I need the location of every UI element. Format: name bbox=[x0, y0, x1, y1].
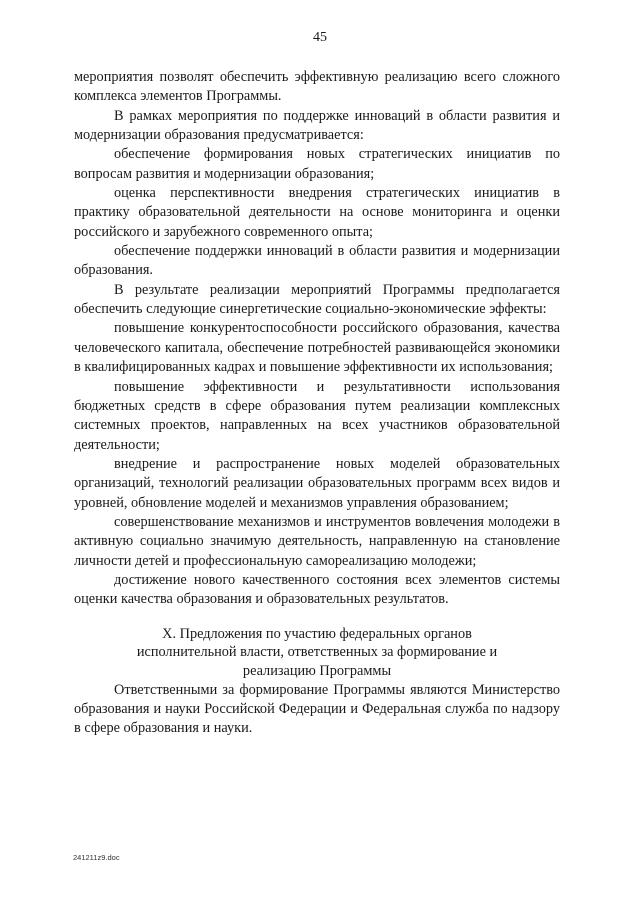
paragraph: совершенствование механизмов и инструментов вовлечения молодежи в активную социально значимую деятельность, направленную на становление личности детей и профессиональную самореализацию молодежи; bbox=[74, 513, 560, 569]
section-heading: X. Предложения по участию федеральных органов исполнительной власти, ответственных за формирование и реализацию Программы bbox=[136, 625, 498, 680]
document-body bbox=[74, 68, 560, 739]
paragraph: повышение конкурентоспособности российского образования, качества человеческого капитала, обеспечение потребностей развивающейся экономики в квалифицированных кадрах и повышение эффективности их использования; bbox=[74, 320, 560, 376]
paragraph: обеспечение поддержки инноваций в области развития и модернизации образования. bbox=[74, 243, 560, 279]
paragraph: достижение нового качественного состояния всех элементов системы оценки качества образования и образовательных результатов. bbox=[74, 571, 560, 608]
paragraph: В рамках мероприятия по поддержке инноваций в области развития и модернизации образования предусматривается: bbox=[74, 107, 560, 144]
paragraph: обеспечение формирования новых стратегических инициатив по вопросам развития и модернизации образования; bbox=[74, 146, 560, 182]
footer-filename: 241211z9.doc bbox=[73, 853, 120, 862]
paragraph: В результате реализации мероприятий Программы предполагается обеспечить следующие синергетические социально-экономические эффекты: bbox=[74, 281, 560, 318]
page-number: 45 bbox=[313, 30, 327, 45]
paragraph: повышение эффективности и результативности использования бюджетных средств в сфере образования путем реализации комплексных системных проектов, направленных на всех участников образовательной деятельности; bbox=[74, 378, 560, 453]
paragraph: оценка перспективности внедрения стратегических инициатив в практику образовательной деятельности на основе мониторинга и оценки российского и зарубежного современного опыта; bbox=[74, 185, 560, 240]
paragraph: Ответственными за формирование Программы являются Министерство образования и науки Российской Федерации и Федеральная служба по надзору в сфере образования и науки. bbox=[74, 681, 560, 737]
paragraph: внедрение и распространение новых моделей образовательных организаций, технологий реализации образовательных программ всех видов и уровней, обновление моделей и механизмов управления образованием; bbox=[74, 455, 560, 511]
paragraph: мероприятия позволят обеспечить эффективную реализацию всего сложного комплекса элементов Программы. bbox=[74, 69, 560, 105]
